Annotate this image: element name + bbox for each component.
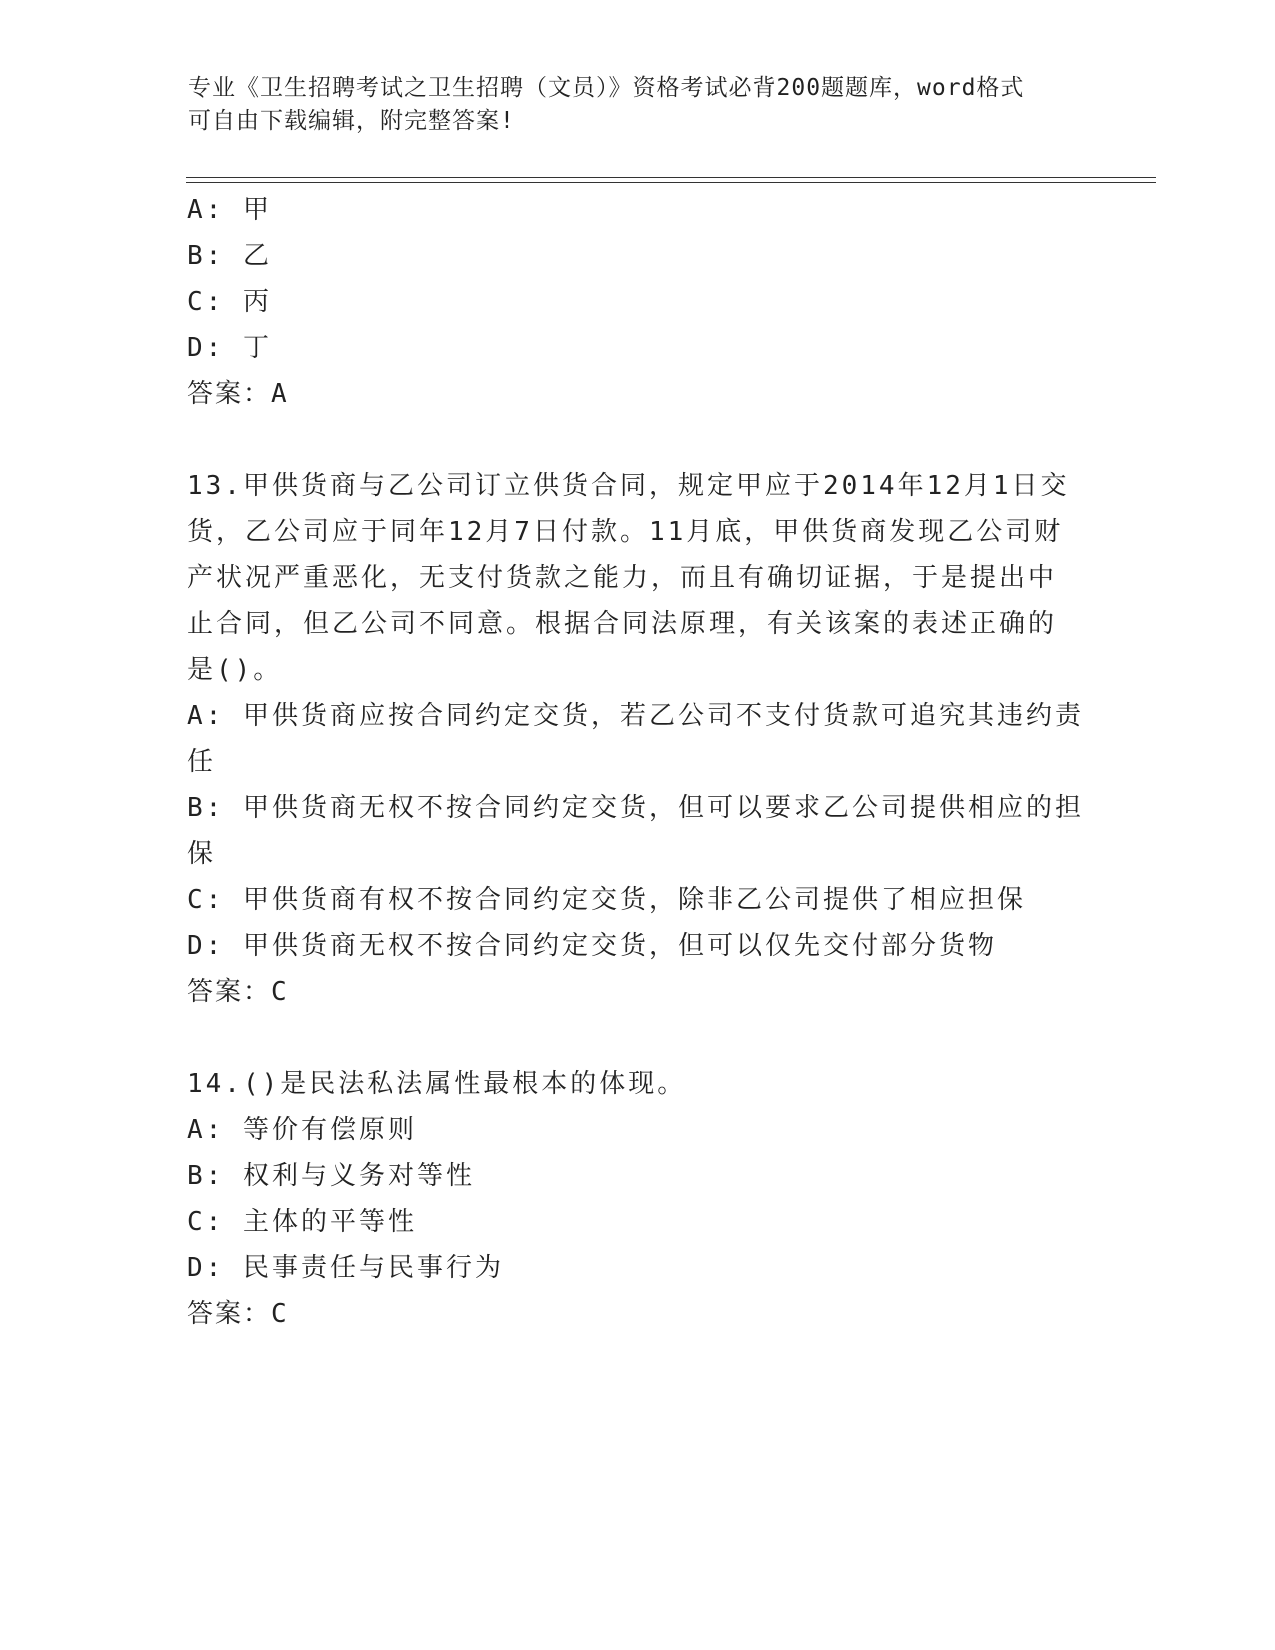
question-stem-line: 是()。 [187,655,283,685]
question-14 [187,1061,1087,1337]
header-line-2: 可自由下载编辑，附完整答案! [188,108,515,134]
option-a: A: 甲 [187,195,272,225]
header-line-1: 专业《卫生招聘考试之卫生招聘（文员）》资格考试必背200题题库，word格式 [188,75,1025,101]
question-12 [187,187,1087,417]
question-stem-line: 止合同，但乙公司不同意。根据合同法原理，有关该案的表述正确的 [187,609,1058,639]
question-stem-line: 13.甲供货商与乙公司订立供货合同，规定甲应于2014年12月1日交 [187,471,1070,501]
option-d: D: 丁 [187,333,272,363]
question-stem-line: 货，乙公司应于同年12月7日付款。11月底，甲供货商发现乙公司财 [187,517,1064,547]
question-spacer [187,417,1087,463]
header-divider [186,177,1156,183]
option-d: D: 民事责任与民事行为 [187,1253,504,1283]
question-13 [187,463,1087,1015]
option-b: B: 乙 [187,241,272,271]
option-b-continued: 保 [187,839,217,869]
question-stem-line: 产状况严重恶化，无支付货款之能力，而且有确切证据，于是提出中 [187,563,1058,593]
answer: 答案：A [187,379,289,409]
answer: 答案：C [187,1299,289,1329]
option-c: C: 丙 [187,287,272,317]
option-d: D: 甲供货商无权不按合同约定交货，但可以仅先交付部分货物 [187,931,997,961]
answer: 答案：C [187,977,289,1007]
option-c: C: 主体的平等性 [187,1207,417,1237]
question-list [187,187,1087,1337]
option-b: B: 权利与义务对等性 [187,1161,475,1191]
option-a-continued: 任 [187,747,217,777]
question-spacer [187,1015,1087,1061]
option-b: B: 甲供货商无权不按合同约定交货，但可以要求乙公司提供相应的担 [187,793,1084,823]
option-a: A: 甲供货商应按合同约定交货，若乙公司不支付货款可追究其违约责 [187,701,1084,731]
option-a: A: 等价有偿原则 [187,1115,417,1145]
option-c: C: 甲供货商有权不按合同约定交货，除非乙公司提供了相应担保 [187,885,1026,915]
document-header [188,72,1088,138]
question-stem-line: 14.()是民法私法属性最根本的体现。 [187,1069,687,1099]
